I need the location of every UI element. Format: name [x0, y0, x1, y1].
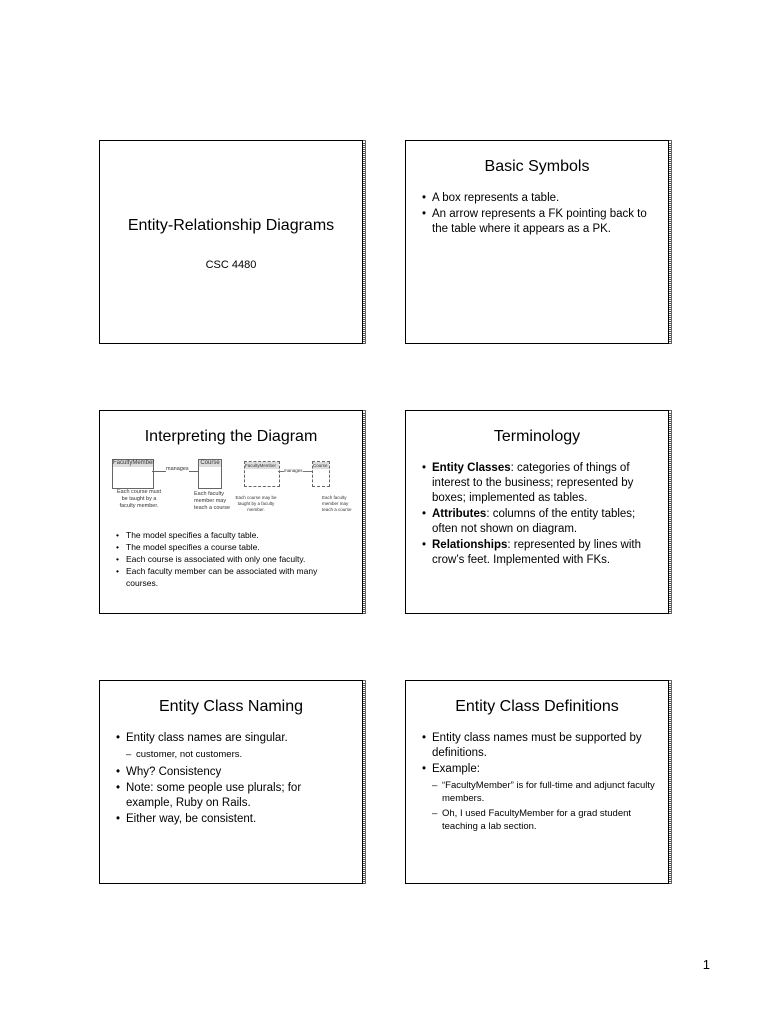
page-number: 1: [702, 957, 710, 972]
bullet-item: • Either way, be consistent.: [114, 812, 350, 827]
slide-heading: Basic Symbols: [484, 158, 590, 175]
mini-relationship-label: manages: [284, 468, 303, 473]
slide-basic-symbols: [405, 140, 669, 344]
bullet-text: Entity class names are singular.: [126, 732, 288, 744]
slide-heading: Entity Class Definitions: [455, 698, 619, 715]
bullet-item: • Entity class names must be supported by definitions.: [420, 731, 656, 761]
bullet-text: Example:: [432, 763, 480, 775]
sub-bullet-item: – customer, not customers.: [126, 748, 350, 761]
course-entity-label: Course: [200, 460, 220, 466]
slide-heading: Entity Class Naming: [158, 698, 304, 715]
faculty-entity-box: [112, 459, 154, 489]
annotation-right: Each faculty member may teach a course: [194, 491, 231, 511]
bullet-item: • The model specifies a faculty table.: [114, 529, 350, 541]
bullet-item: [420, 507, 656, 537]
term-definition: : categories of things of interest to the business; represented by boxes; implemented as tables.: [432, 462, 634, 504]
bullet-list: [114, 731, 350, 828]
term-definition: : represented by lines with crow’s feet. Implemented with FKs.: [432, 539, 642, 566]
bullet-item: • Each course is associated with only one faculty.: [114, 553, 350, 565]
course-entity-box: [198, 459, 222, 489]
bullet-item: • Why? Consistency: [114, 765, 350, 780]
slide-title-heading: Entity-Relationship Diagrams: [127, 217, 335, 234]
relationship-label: manages: [166, 466, 189, 472]
bullet-item: • Note: some people use plurals; for example, Ruby on Rails.: [114, 781, 350, 811]
bullet-item: [420, 538, 656, 568]
bullet-item: • An arrow represents a FK pointing back to the table where it appears as a PK.: [420, 207, 656, 237]
bullet-item: [114, 731, 350, 761]
mini-annotation-right: Each faculty member may teach a course: [322, 495, 352, 512]
term: Attributes: [432, 508, 487, 520]
sub-bullet-list: [432, 779, 656, 833]
bullet-item: • The model specifies a course table.: [114, 541, 350, 553]
term: Entity Classes: [432, 462, 511, 474]
mini-annotation-left: Each course may be taught by a faculty member.: [235, 495, 277, 512]
slide-heading: Interpreting the Diagram: [144, 428, 318, 445]
bullet-list: [420, 461, 656, 569]
bullet-item: • Each faculty member can be associated with many courses.: [114, 565, 350, 589]
course-code: CSC 4480: [205, 259, 257, 271]
slide-title: [99, 140, 363, 344]
bullet-list: [420, 191, 656, 238]
mini-faculty-box: [244, 461, 280, 487]
mini-course-label: Course: [313, 463, 328, 468]
bullet-list: [420, 731, 656, 837]
sub-bullet-item: – “FacultyMember” is for full-time and adjunct faculty members.: [432, 779, 656, 805]
slide-entity-class-naming: [99, 680, 363, 884]
slide-entity-class-definitions: [405, 680, 669, 884]
slide-heading: Terminology: [493, 428, 581, 445]
term: Relationships: [432, 539, 508, 551]
bullet-item: • A box represents a table.: [420, 191, 656, 206]
mini-faculty-label: FacultyMember: [245, 462, 279, 469]
bullet-list: [114, 529, 350, 589]
mini-course-box: [312, 461, 330, 487]
er-diagram: [110, 455, 354, 525]
faculty-entity-label: FacultyMember: [113, 460, 155, 466]
annotation-left: Each course must be taught by a faculty member.: [116, 489, 162, 509]
sub-bullet-item: – Oh, I used FacultyMember for a grad student teaching a lab section.: [432, 807, 656, 833]
bullet-item: [420, 461, 656, 506]
term-definition: : columns of the entity tables; often not shown on diagram.: [432, 508, 636, 535]
sub-bullet-list: [126, 748, 350, 761]
slide-terminology: [405, 410, 669, 614]
slide-interpreting-diagram: [99, 410, 363, 614]
bullet-item: [420, 762, 656, 833]
